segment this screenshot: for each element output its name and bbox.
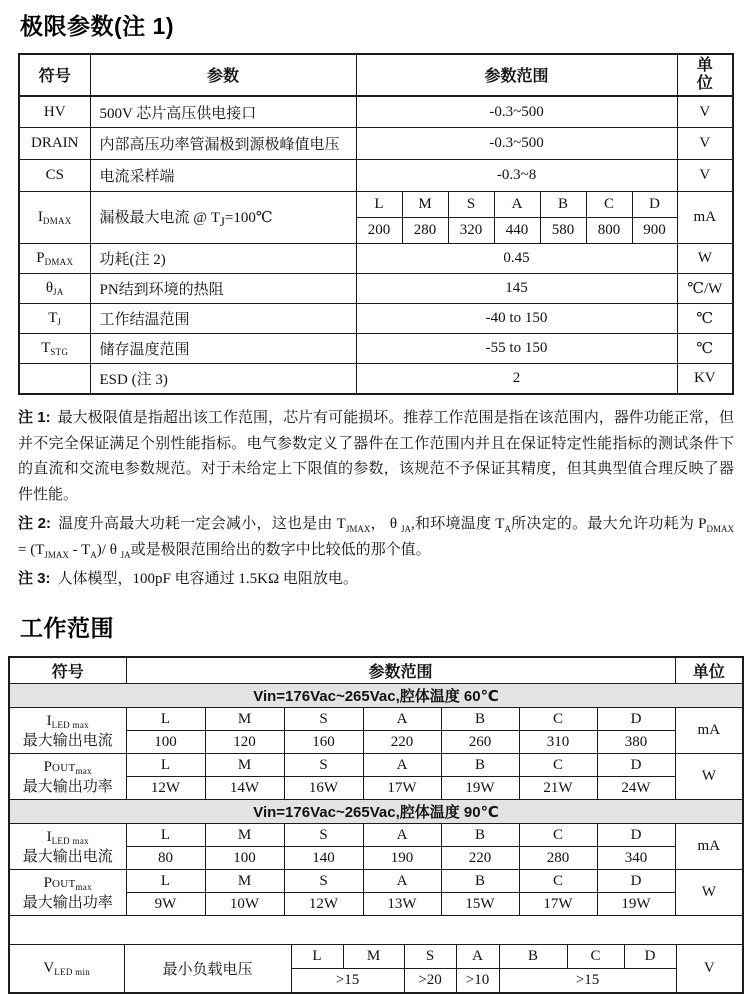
range-cell: -55 to 150 — [356, 334, 677, 364]
grade-cell: L — [291, 945, 343, 969]
value-cell: >20 — [404, 969, 456, 993]
unit-cell: W — [675, 754, 743, 800]
grade-cell: D — [597, 824, 675, 847]
value-cell: 10W — [205, 893, 284, 916]
table-row-iled90-grades — [9, 824, 743, 847]
note-2: 注 2: 温度升高最大功耗一定会减小，这也是由 $T_{JMAX}$， θ $_{JA}$,和环境温度 $T_A$所决定的。最大允许功耗为 $P_{DMAX} = (T_{JMAX} - T_A)/$ θ $_{JA}$或是极限范围给出的数字中比较低的那个值。 — [18, 515, 734, 560]
table-header-row — [19, 54, 733, 96]
table-row-vled-grades — [9, 945, 743, 969]
operating-section-title: 工作范围 — [20, 615, 114, 642]
unit-cell: W — [677, 244, 733, 274]
value-cell: 440 — [494, 218, 540, 244]
grade-cell: S — [284, 824, 363, 847]
value-cell: 17W — [363, 777, 441, 800]
grade-cell: B — [441, 870, 519, 893]
param-cell: 电流采样端 — [90, 160, 356, 192]
symbol-cell: $P_{DMAX}$ — [19, 244, 90, 274]
limits-section-title: 极限参数(注 1) — [20, 13, 174, 39]
grade-cell: C — [519, 708, 597, 731]
grade-cell: M — [402, 192, 448, 218]
grade-cell: B — [441, 824, 519, 847]
param-cell: ESD (注 3) — [90, 364, 356, 394]
value-cell: >10 — [456, 969, 499, 993]
spacer-row — [9, 916, 743, 945]
value-cell: >15 — [291, 969, 404, 993]
value-cell: 21W — [519, 777, 597, 800]
range-cell: 2 — [356, 364, 677, 394]
param-cell: 内部高压功率管漏极到源极峰值电压 — [90, 128, 356, 160]
value-cell: 220 — [441, 847, 519, 870]
grade-cell: M — [205, 754, 284, 777]
unit-cell: ℃/W — [677, 274, 733, 304]
note-1-label: 注 1: — [18, 408, 51, 426]
table-row-hv — [19, 96, 733, 128]
param-cell: 工作结温范围 — [90, 304, 356, 334]
value-cell: 280 — [519, 847, 597, 870]
grade-cell: C — [519, 754, 597, 777]
grade-cell: D — [597, 870, 675, 893]
grade-cell: C — [567, 945, 624, 969]
value-cell: 200 — [356, 218, 402, 244]
col-header-unit: 单位 — [677, 54, 733, 96]
value-cell: 340 — [597, 847, 675, 870]
unit-cell: ℃ — [677, 334, 733, 364]
table-header-row — [9, 657, 743, 684]
grade-cell: A — [494, 192, 540, 218]
col-header-range: 参数范围 — [356, 54, 677, 96]
range-cell: 145 — [356, 274, 677, 304]
operating-table — [8, 656, 744, 916]
grade-cell: M — [343, 945, 404, 969]
grade-cell: A — [363, 870, 441, 893]
symbol-cell: $I_{LED max}$ 最大输出电流 — [9, 824, 126, 870]
param-cell: 500V 芯片高压供电接口 — [90, 96, 356, 128]
symbol-cell: HV — [19, 96, 90, 128]
note-3-text: 人体模型，100pF 电容通过 1.5KΩ 电阻放电。 — [57, 570, 358, 587]
note-2-label: 注 2: — [18, 515, 51, 532]
grade-cell: S — [284, 870, 363, 893]
value-cell: >15 — [499, 969, 676, 993]
table-row-idmax-grades — [19, 192, 733, 218]
note-1-text: 最大极限值是指超出该工作范围，芯片有可能损坏。推荐工作范围是指在该范围内，器件功能正常，但并不完全保证满足个别性能指标。电气参数定义了器件在工作范围内并且在保证特定性能指标的测试条件下的直流和交流电参数规范。对于未给定上下限值的参数，该规范不予保证其精度，但其典型值合理反映了器件性能。 — [18, 409, 734, 504]
value-cell: 12W — [126, 777, 205, 800]
range-cell: -0.3~500 — [356, 96, 677, 128]
symbol-cell: $POUT_{max}$ 最大输出功率 — [9, 870, 126, 916]
value-cell: 100 — [205, 847, 284, 870]
empty-cell — [9, 916, 743, 945]
unit-cell: V — [677, 96, 733, 128]
grade-cell: B — [441, 708, 519, 731]
grade-cell: L — [126, 754, 205, 777]
value-cell: 160 — [284, 731, 363, 754]
value-cell: 260 — [441, 731, 519, 754]
value-cell: 800 — [586, 218, 632, 244]
value-cell: 220 — [363, 731, 441, 754]
symbol-cell: $I_{LED max}$ 最大输出电流 — [9, 708, 126, 754]
table-row-esd — [19, 364, 733, 394]
value-cell: 16W — [284, 777, 363, 800]
range-cell: -0.3~500 — [356, 128, 677, 160]
value-cell: 13W — [363, 893, 441, 916]
grade-cell: M — [205, 870, 284, 893]
symbol-cell: $T_J$ — [19, 304, 90, 334]
grade-cell: C — [586, 192, 632, 218]
range-cell: 0.45 — [356, 244, 677, 274]
grade-cell: S — [284, 708, 363, 731]
table-row-pout60-grades — [9, 754, 743, 777]
col-header-symbol: 符号 — [19, 54, 90, 96]
grade-cell: D — [597, 754, 675, 777]
grade-cell: D — [632, 192, 677, 218]
value-cell: 17W — [519, 893, 597, 916]
grade-cell: L — [126, 708, 205, 731]
col-header-parameter: 参数 — [90, 54, 356, 96]
grade-cell: A — [363, 824, 441, 847]
value-cell: 380 — [597, 731, 675, 754]
grade-cell: L — [126, 870, 205, 893]
notes-block — [18, 405, 734, 593]
value-cell: 12W — [284, 893, 363, 916]
symbol-cell: DRAIN — [19, 128, 90, 160]
grade-cell: S — [404, 945, 456, 969]
value-cell: 140 — [284, 847, 363, 870]
grade-cell: A — [363, 754, 441, 777]
symbol-cell: $POUT_{max}$ 最大输出功率 — [9, 754, 126, 800]
unit-cell: V — [677, 160, 733, 192]
value-cell: 80 — [126, 847, 205, 870]
unit-cell: mA — [677, 192, 733, 244]
param-cell: 储存温度范围 — [90, 334, 356, 364]
symbol-cell: $V_{LED min}$ — [9, 945, 124, 993]
value-cell: 900 — [632, 218, 677, 244]
grade-cell: C — [519, 824, 597, 847]
grade-cell: C — [519, 870, 597, 893]
limits-table — [18, 53, 734, 395]
symbol-cell: $\theta_{JA}$ — [19, 274, 90, 304]
grade-cell: D — [624, 945, 676, 969]
value-cell: 100 — [126, 731, 205, 754]
value-cell: 19W — [441, 777, 519, 800]
range-cell: -0.3~8 — [356, 160, 677, 192]
table-row-iled60-grades — [9, 708, 743, 731]
value-cell: 9W — [126, 893, 205, 916]
param-cell: PN结到环境的热阻 — [90, 274, 356, 304]
param-cell: 功耗(注 2) — [90, 244, 356, 274]
symbol-cell — [19, 364, 90, 394]
condition-row-90c — [9, 800, 743, 824]
value-cell: 190 — [363, 847, 441, 870]
value-cell: 280 — [402, 218, 448, 244]
symbol-cell: $T_{STG}$ — [19, 334, 90, 364]
table-row-tstg — [19, 334, 733, 364]
param-cell: 最小负载电压 — [124, 945, 291, 993]
grade-cell: S — [284, 754, 363, 777]
table-row-pout90-grades — [9, 870, 743, 893]
unit-cell: ℃ — [677, 304, 733, 334]
grade-cell: S — [448, 192, 494, 218]
value-cell: 14W — [205, 777, 284, 800]
value-cell: 580 — [540, 218, 586, 244]
grade-cell: L — [126, 824, 205, 847]
grade-cell: M — [205, 708, 284, 731]
note-1 — [18, 405, 734, 509]
grade-cell: D — [597, 708, 675, 731]
note-3 — [18, 566, 734, 593]
unit-cell: V — [676, 945, 743, 993]
value-cell: 15W — [441, 893, 519, 916]
unit-cell: KV — [677, 364, 733, 394]
grade-cell: A — [456, 945, 499, 969]
symbol-cell: CS — [19, 160, 90, 192]
datasheet-page — [0, 8, 750, 989]
vled-table — [8, 916, 744, 994]
condition-cell: Vin=176Vac~265Vac,腔体温度 60℃ — [9, 684, 743, 708]
range-cell: -40 to 150 — [356, 304, 677, 334]
grade-cell: L — [356, 192, 402, 218]
grade-cell: B — [540, 192, 586, 218]
table-row-theta-ja — [19, 274, 733, 304]
unit-cell: V — [677, 128, 733, 160]
param-cell: 漏极最大电流 @ $T_J=100℃$ — [90, 192, 356, 244]
condition-row-60c — [9, 684, 743, 708]
note-3-label: 注 3: — [18, 569, 51, 587]
grade-cell: A — [363, 708, 441, 731]
grade-cell: M — [205, 824, 284, 847]
unit-cell: mA — [675, 824, 743, 870]
value-cell: 310 — [519, 731, 597, 754]
grade-cell: B — [441, 754, 519, 777]
unit-cell: W — [675, 870, 743, 916]
value-cell: 320 — [448, 218, 494, 244]
value-cell: 19W — [597, 893, 675, 916]
table-row-tj — [19, 304, 733, 334]
table-row-cs — [19, 160, 733, 192]
table-row-pdmax — [19, 244, 733, 274]
table-row-drain — [19, 128, 733, 160]
grade-cell: B — [499, 945, 567, 969]
condition-cell: Vin=176Vac~265Vac,腔体温度 90℃ — [9, 800, 743, 824]
value-cell: 24W — [597, 777, 675, 800]
col-header-symbol: 符号 — [9, 657, 126, 684]
col-header-range: 参数范围 — [126, 657, 675, 684]
col-header-unit: 单位 — [675, 657, 743, 684]
value-cell: 120 — [205, 731, 284, 754]
symbol-cell: $I_{DMAX}$ — [19, 192, 90, 244]
unit-cell: mA — [675, 708, 743, 754]
